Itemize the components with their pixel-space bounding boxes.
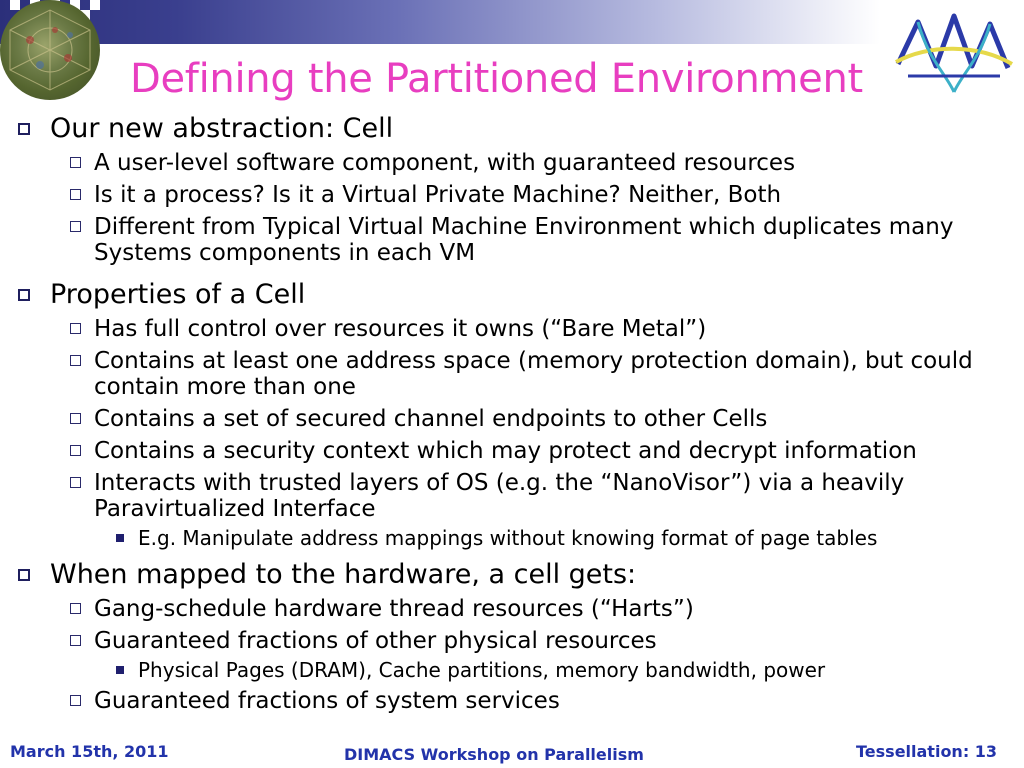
bullet-item: Our new abstraction: Cell xyxy=(18,114,1018,144)
footer-slide-number: Tessellation: 13 xyxy=(856,742,998,761)
square-bullet-icon xyxy=(70,695,81,706)
bullet-item: When mapped to the hardware, a cell gets: xyxy=(18,560,1018,590)
sub-bullet-item: Different from Typical Virtual Machine Environment which duplicates many Systems components in each VM xyxy=(18,214,1018,266)
sub-bullet-item: Contains a set of secured channel endpoints to other Cells xyxy=(18,406,1018,432)
square-bullet-icon xyxy=(70,445,81,456)
filled-square-bullet-icon xyxy=(116,534,124,542)
square-bullet-icon xyxy=(70,413,81,424)
sub-sub-bullet-item: E.g. Manipulate address mappings without knowing format of page tables xyxy=(18,526,1018,550)
sub-bullet-item: Has full control over resources it owns (“Bare Metal”) xyxy=(18,316,1018,342)
sub-bullet-item: Is it a process? Is it a Virtual Private Machine? Neither, Both xyxy=(18,182,1018,208)
sub-bullet-item: Guaranteed fractions of other physical resources xyxy=(18,628,1018,654)
square-bullet-icon xyxy=(18,123,30,135)
square-bullet-icon xyxy=(70,189,81,200)
square-bullet-icon xyxy=(70,323,81,334)
slide-body xyxy=(18,108,1018,714)
filled-square-bullet-icon xyxy=(116,666,124,674)
header-bar xyxy=(0,0,880,44)
footer-date: March 15th, 2011 xyxy=(10,742,169,761)
square-bullet-icon xyxy=(70,157,81,168)
footer-event: DIMACS Workshop on Parallelism xyxy=(344,745,644,764)
sub-bullet-item: Interacts with trusted layers of OS (e.g. the “NanoVisor”) via a heavily Paravirtualized Interface xyxy=(18,470,1018,522)
sub-sub-bullet-item: Physical Pages (DRAM), Cache partitions, memory bandwidth, power xyxy=(18,658,1018,682)
sub-bullet-item: Gang-schedule hardware thread resources (“Harts”) xyxy=(18,596,1018,622)
square-bullet-icon xyxy=(70,603,81,614)
sub-bullet-item: Contains at least one address space (memory protection domain), but could contain more than one xyxy=(18,348,1018,400)
square-bullet-icon xyxy=(70,635,81,646)
slide-title: Defining the Partitioned Environment xyxy=(130,56,863,102)
square-bullet-icon xyxy=(70,355,81,366)
bullet-item: Properties of a Cell xyxy=(18,280,1018,310)
globe-image xyxy=(0,0,100,100)
square-bullet-icon xyxy=(70,221,81,232)
sub-bullet-item: Contains a security context which may protect and decrypt information xyxy=(18,438,1018,464)
sub-bullet-item: Guaranteed fractions of system services xyxy=(18,688,1018,714)
square-bullet-icon xyxy=(70,477,81,488)
sub-bullet-item: A user-level software component, with guaranteed resources xyxy=(18,150,1018,176)
conference-logo xyxy=(888,4,1018,108)
square-bullet-icon xyxy=(18,569,30,581)
square-bullet-icon xyxy=(18,289,30,301)
